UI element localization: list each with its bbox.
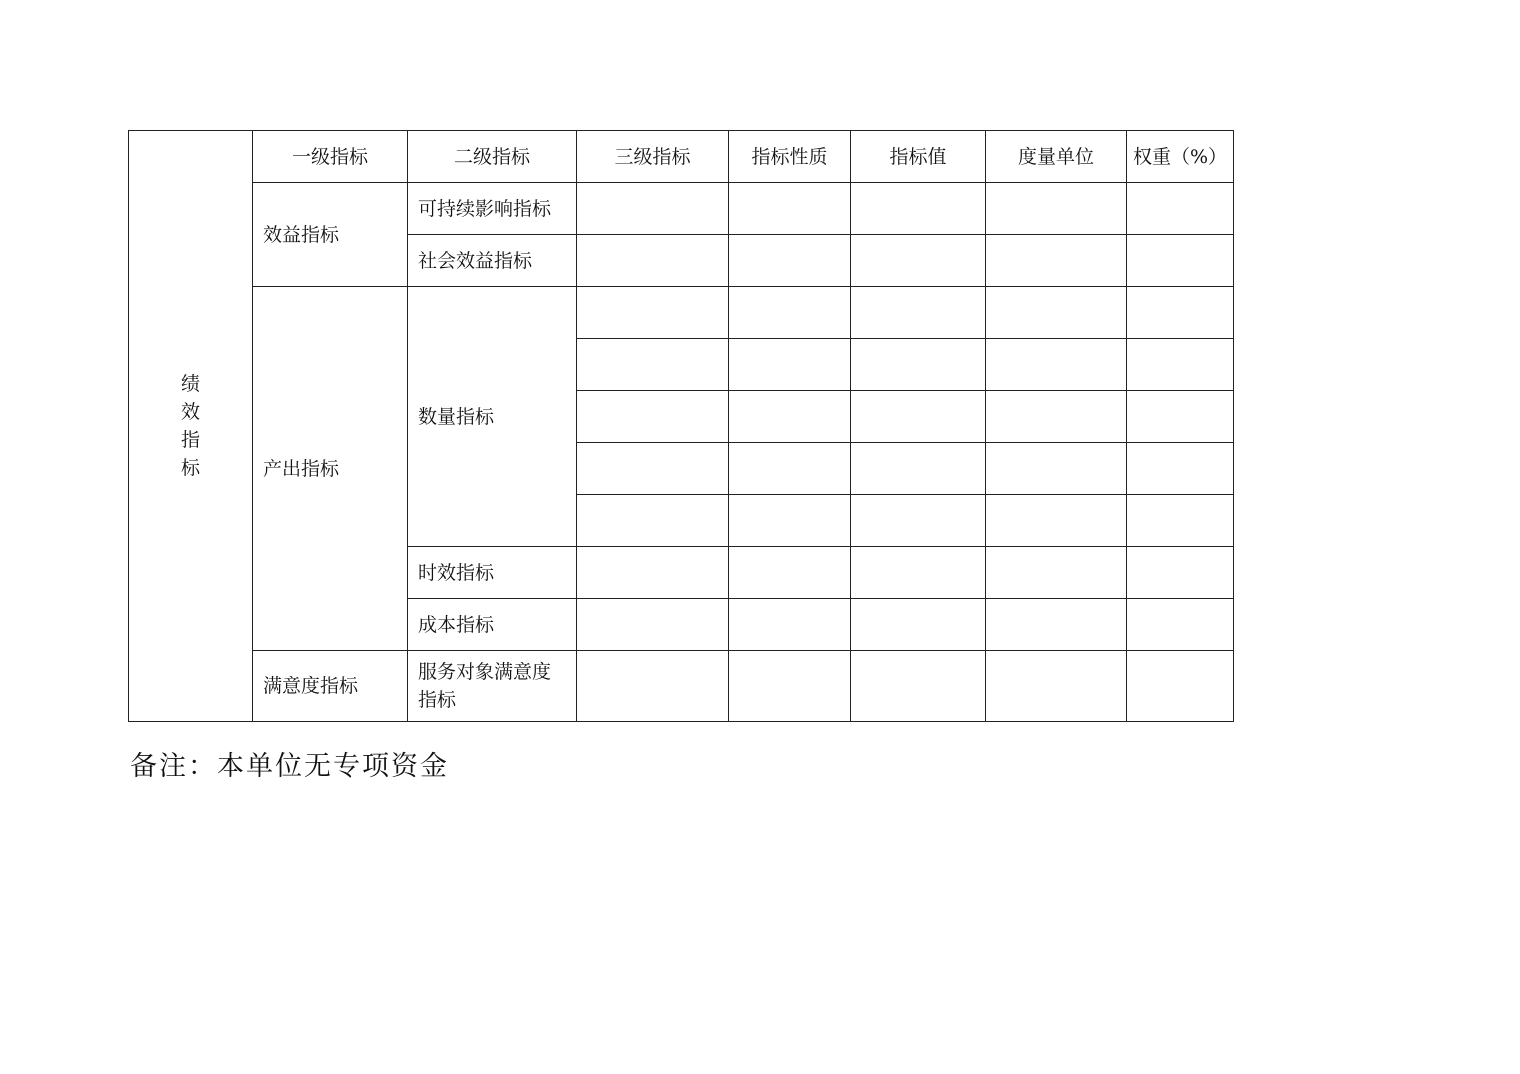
empty-cell (729, 599, 851, 651)
table-row (129, 287, 1234, 339)
empty-cell (729, 235, 851, 287)
empty-cell (851, 651, 986, 722)
header-cell: 一级指标 (253, 131, 408, 183)
empty-cell (986, 495, 1127, 547)
empty-cell (1127, 391, 1234, 443)
empty-cell (986, 235, 1127, 287)
empty-cell (729, 339, 851, 391)
empty-cell (851, 339, 986, 391)
empty-cell (729, 391, 851, 443)
empty-cell (986, 287, 1127, 339)
empty-cell (851, 235, 986, 287)
empty-cell (851, 495, 986, 547)
level2-cell-social: 社会效益指标 (408, 235, 577, 287)
empty-cell (577, 235, 729, 287)
empty-cell (577, 651, 729, 722)
empty-cell (729, 443, 851, 495)
level2-cell-timeliness: 时效指标 (408, 547, 577, 599)
remark-note: 备注：本单位无专项资金 (130, 751, 449, 782)
level1-cell-output: 产出指标 (253, 287, 408, 651)
empty-cell (1127, 339, 1234, 391)
header-row (129, 131, 1234, 183)
header-cell: 二级指标 (408, 131, 577, 183)
empty-cell (851, 443, 986, 495)
level2-cell-cost: 成本指标 (408, 599, 577, 651)
empty-cell (1127, 287, 1234, 339)
empty-cell (577, 547, 729, 599)
empty-cell (729, 183, 851, 235)
row-group-label: 绩效指标 (180, 373, 200, 479)
row-group-cell (129, 131, 253, 722)
empty-cell (986, 547, 1127, 599)
level1-cell-benefit: 效益指标 (253, 183, 408, 287)
empty-cell (1127, 547, 1234, 599)
performance-indicator-table (128, 130, 1234, 722)
empty-cell (986, 599, 1127, 651)
empty-cell (1127, 651, 1234, 722)
empty-cell (1127, 183, 1234, 235)
empty-cell (1127, 443, 1234, 495)
empty-cell (986, 443, 1127, 495)
empty-cell (577, 339, 729, 391)
table-row (129, 651, 1234, 722)
empty-cell (851, 547, 986, 599)
empty-cell (851, 391, 986, 443)
empty-cell (729, 651, 851, 722)
empty-cell (577, 391, 729, 443)
header-cell: 指标值 (851, 131, 986, 183)
empty-cell (1127, 599, 1234, 651)
header-cell: 指标性质 (729, 131, 851, 183)
table-row (129, 183, 1234, 235)
level2-cell-quantity: 数量指标 (408, 287, 577, 547)
empty-cell (986, 651, 1127, 722)
level2-cell-sustainable: 可持续影响指标 (408, 183, 577, 235)
empty-cell (986, 183, 1127, 235)
empty-cell (1127, 235, 1234, 287)
empty-cell (577, 599, 729, 651)
empty-cell (851, 599, 986, 651)
empty-cell (577, 495, 729, 547)
empty-cell (577, 183, 729, 235)
empty-cell (729, 495, 851, 547)
header-cell: 权重（%） (1127, 131, 1234, 183)
empty-cell (577, 287, 729, 339)
header-cell: 度量单位 (986, 131, 1127, 183)
header-cell: 三级指标 (577, 131, 729, 183)
empty-cell (986, 339, 1127, 391)
empty-cell (1127, 495, 1234, 547)
empty-cell (851, 287, 986, 339)
level1-cell-satisfaction: 满意度指标 (253, 651, 408, 722)
level2-cell-service: 服务对象满意度指标 (408, 651, 577, 722)
empty-cell (986, 391, 1127, 443)
empty-cell (851, 183, 986, 235)
empty-cell (729, 287, 851, 339)
empty-cell (729, 547, 851, 599)
empty-cell (577, 443, 729, 495)
